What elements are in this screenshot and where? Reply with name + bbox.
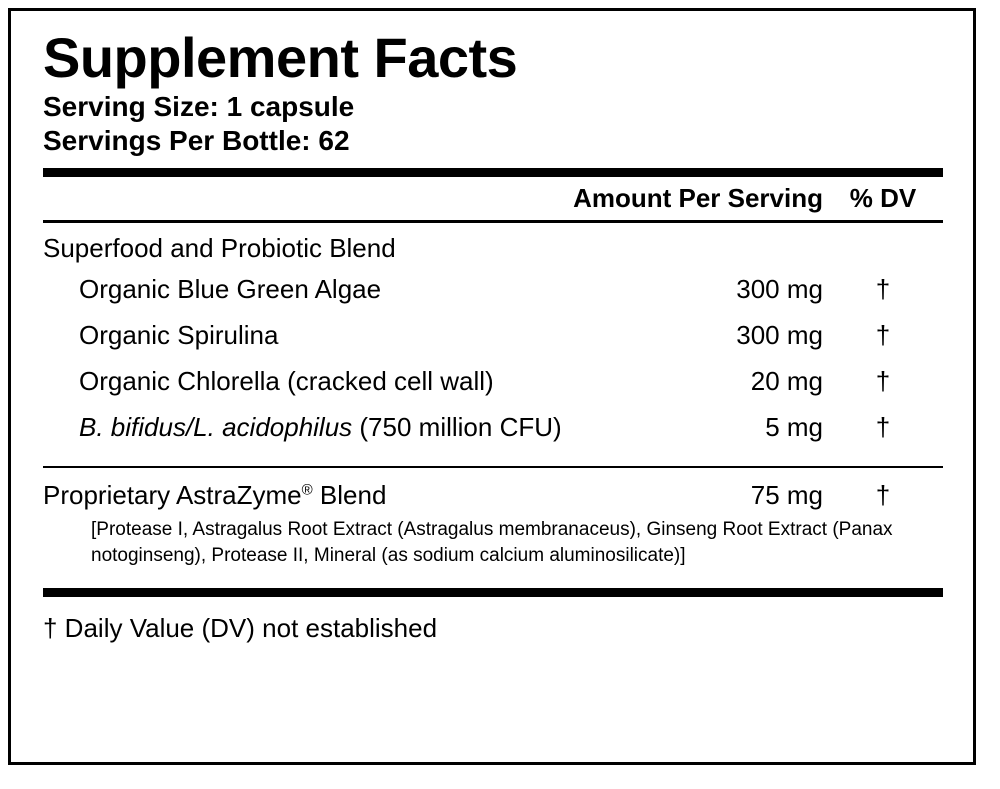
divider-thick-bottom	[43, 588, 943, 597]
proprietary-daily-value: †	[875, 480, 891, 511]
table-row-proprietary	[43, 468, 943, 515]
registered-trademark-icon: ®	[301, 481, 313, 499]
row-spacer	[43, 450, 943, 466]
ingredient-daily-value: †	[875, 320, 891, 351]
proprietary-amount: 75 mg	[750, 480, 823, 511]
supplement-facts-panel	[8, 8, 976, 765]
table-row	[43, 312, 943, 358]
column-header-daily-value: % DV	[849, 183, 917, 214]
ingredient-name: Organic Blue Green Algae	[79, 274, 382, 305]
ingredient-name: Organic Chlorella (cracked cell wall)	[79, 366, 494, 397]
proprietary-name-suffix: Blend	[312, 480, 387, 511]
ingredient-daily-value: †	[875, 274, 891, 305]
proprietary-blend-name	[43, 480, 673, 511]
column-header-amount: Amount Per Serving	[573, 183, 823, 214]
proprietary-name-prefix: Proprietary AstraZyme	[43, 480, 302, 511]
proprietary-blend-description: [Protease I, Astragalus Root Extract (Astragalus membranaceus), Ginseng Root Extract (Panax notoginseng), Protease II, Mineral (as sodium calcium aluminosilicate)]	[91, 519, 893, 566]
ingredient-name	[43, 412, 673, 443]
divider-thick-top	[43, 168, 943, 177]
ingredient-amount: 20 mg	[750, 366, 823, 397]
table-header-row	[43, 177, 943, 220]
ingredient-name-italic: B. bifidus/L. acidophilus	[79, 412, 353, 443]
ingredient-daily-value: †	[875, 366, 891, 397]
table-row	[43, 358, 943, 404]
page-title: Supplement Facts	[43, 26, 518, 89]
ingredient-daily-value: †	[875, 412, 891, 443]
supplement-facts-content	[43, 26, 943, 644]
table-row	[43, 404, 943, 450]
ingredient-name: Organic Spirulina	[79, 320, 279, 351]
servings-per-container-text: Servings Per Bottle: 62	[43, 124, 350, 156]
table-row	[43, 266, 943, 312]
ingredient-name-rest: (750 million CFU)	[352, 412, 562, 443]
daily-value-footnote: † Daily Value (DV) not established	[43, 613, 438, 644]
serving-size-text: Serving Size: 1 capsule	[43, 90, 355, 122]
ingredient-amount: 5 mg	[765, 412, 823, 443]
blend-heading: Superfood and Probiotic Blend	[43, 233, 396, 264]
ingredient-amount: 300 mg	[736, 274, 823, 305]
ingredient-amount: 300 mg	[736, 320, 823, 351]
